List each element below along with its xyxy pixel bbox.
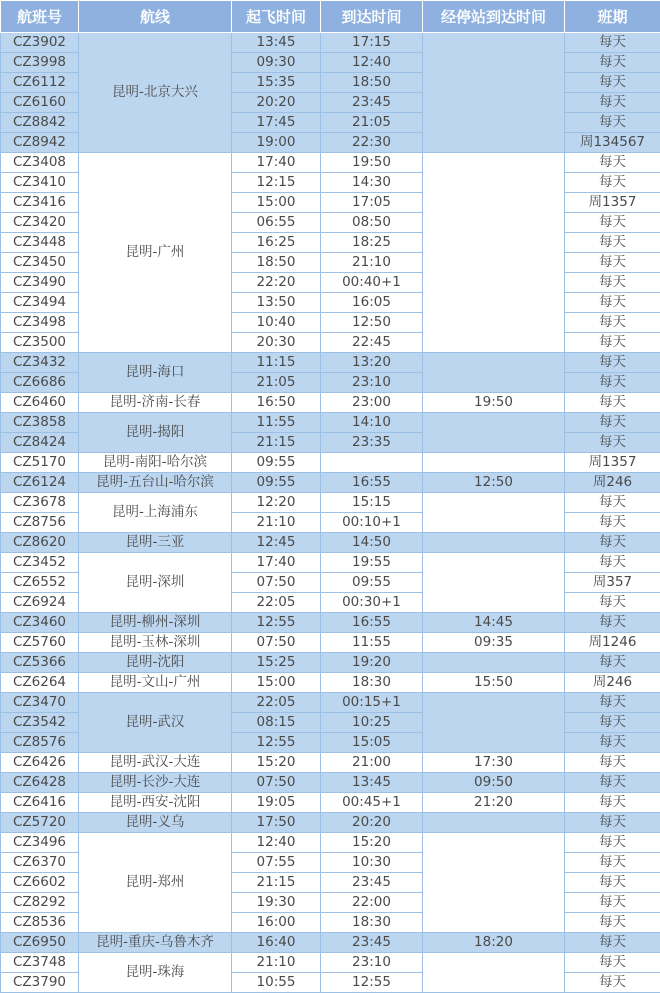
route-cell: 昆明-上海浦东 xyxy=(79,493,232,533)
schedule-days: 每天 xyxy=(565,53,660,73)
schedule-days: 每天 xyxy=(565,913,660,933)
schedule-days: 每天 xyxy=(565,773,660,793)
arrival-time: 08:50 xyxy=(321,213,423,233)
arrival-time: 16:05 xyxy=(321,293,423,313)
flight-number: CZ3496 xyxy=(1,833,79,853)
schedule-days: 每天 xyxy=(565,433,660,453)
arrival-time: 16:55 xyxy=(321,473,423,493)
arrival-time: 23:45 xyxy=(321,93,423,113)
flight-number: CZ3902 xyxy=(1,33,79,53)
flight-number: CZ6924 xyxy=(1,593,79,613)
table-row xyxy=(1,493,660,513)
schedule-days: 周1357 xyxy=(565,193,660,213)
arrival-time: 12:50 xyxy=(321,313,423,333)
departure-time: 19:30 xyxy=(232,893,321,913)
schedule-days: 每天 xyxy=(565,273,660,293)
schedule-days: 每天 xyxy=(565,713,660,733)
stopover-arrival-time xyxy=(423,813,565,833)
stopover-arrival-time xyxy=(423,653,565,673)
flight-number: CZ8942 xyxy=(1,133,79,153)
flight-number: CZ6112 xyxy=(1,73,79,93)
arrival-time: 20:20 xyxy=(321,813,423,833)
schedule-days: 每天 xyxy=(565,213,660,233)
stopover-arrival-time: 14:45 xyxy=(423,613,565,633)
table-row xyxy=(1,813,660,833)
schedule-days: 每天 xyxy=(565,613,660,633)
schedule-days: 每天 xyxy=(565,973,660,993)
flight-number: CZ3678 xyxy=(1,493,79,513)
departure-time: 07:50 xyxy=(232,633,321,653)
flight-number: CZ8292 xyxy=(1,893,79,913)
header-flight-number: 航班号 xyxy=(1,1,79,33)
departure-time: 12:15 xyxy=(232,173,321,193)
arrival-time: 21:10 xyxy=(321,253,423,273)
departure-time: 17:45 xyxy=(232,113,321,133)
flight-number: CZ3470 xyxy=(1,693,79,713)
stopover-arrival-time xyxy=(423,553,565,613)
departure-time: 21:15 xyxy=(232,433,321,453)
arrival-time: 15:15 xyxy=(321,493,423,513)
route-cell: 昆明-三亚 xyxy=(79,533,232,553)
departure-time: 09:30 xyxy=(232,53,321,73)
arrival-time: 23:45 xyxy=(321,933,423,953)
schedule-days: 每天 xyxy=(565,893,660,913)
arrival-time: 22:30 xyxy=(321,133,423,153)
flight-number: CZ6602 xyxy=(1,873,79,893)
table-row xyxy=(1,933,660,953)
flight-number: CZ6416 xyxy=(1,793,79,813)
schedule-days: 周1357 xyxy=(565,453,660,473)
schedule-days: 每天 xyxy=(565,313,660,333)
flight-number: CZ8756 xyxy=(1,513,79,533)
flight-number: CZ8620 xyxy=(1,533,79,553)
departure-time: 17:50 xyxy=(232,813,321,833)
schedule-days: 每天 xyxy=(565,733,660,753)
flight-number: CZ6686 xyxy=(1,373,79,393)
table-row xyxy=(1,413,660,433)
stopover-arrival-time: 21:20 xyxy=(423,793,565,813)
flight-number: CZ3460 xyxy=(1,613,79,633)
arrival-time: 10:25 xyxy=(321,713,423,733)
schedule-days: 每天 xyxy=(565,813,660,833)
departure-time: 16:00 xyxy=(232,913,321,933)
schedule-days: 每天 xyxy=(565,293,660,313)
schedule-days: 每天 xyxy=(565,593,660,613)
table-row xyxy=(1,153,660,173)
flight-number: CZ6264 xyxy=(1,673,79,693)
arrival-time: 14:30 xyxy=(321,173,423,193)
departure-time: 09:55 xyxy=(232,473,321,493)
arrival-time: 14:10 xyxy=(321,413,423,433)
stopover-arrival-time xyxy=(423,153,565,353)
departure-time: 17:40 xyxy=(232,553,321,573)
arrival-time: 14:50 xyxy=(321,533,423,553)
arrival-time: 17:15 xyxy=(321,33,423,53)
arrival-time: 00:10+1 xyxy=(321,513,423,533)
route-cell: 昆明-南阳-哈尔滨 xyxy=(79,453,232,473)
route-cell: 昆明-海口 xyxy=(79,353,232,393)
departure-time: 22:05 xyxy=(232,693,321,713)
route-cell: 昆明-长沙-大连 xyxy=(79,773,232,793)
route-cell: 昆明-文山-广州 xyxy=(79,673,232,693)
arrival-time: 09:55 xyxy=(321,573,423,593)
arrival-time: 21:05 xyxy=(321,113,423,133)
schedule-days: 每天 xyxy=(565,553,660,573)
flight-number: CZ3490 xyxy=(1,273,79,293)
departure-time: 12:45 xyxy=(232,533,321,553)
route-cell: 昆明-柳州-深圳 xyxy=(79,613,232,633)
stopover-arrival-time: 09:50 xyxy=(423,773,565,793)
arrival-time: 00:30+1 xyxy=(321,593,423,613)
flight-number: CZ5760 xyxy=(1,633,79,653)
flight-number: CZ8424 xyxy=(1,433,79,453)
table-row xyxy=(1,753,660,773)
route-cell: 昆明-玉林-深圳 xyxy=(79,633,232,653)
flight-number: CZ3748 xyxy=(1,953,79,973)
route-cell: 昆明-郑州 xyxy=(79,833,232,933)
route-cell: 昆明-武汉-大连 xyxy=(79,753,232,773)
departure-time: 07:55 xyxy=(232,853,321,873)
departure-time: 17:40 xyxy=(232,153,321,173)
departure-time: 13:45 xyxy=(232,33,321,53)
departure-time: 20:20 xyxy=(232,93,321,113)
stopover-arrival-time xyxy=(423,693,565,753)
arrival-time: 18:30 xyxy=(321,913,423,933)
schedule-days: 每天 xyxy=(565,253,660,273)
flight-number: CZ3542 xyxy=(1,713,79,733)
table-row xyxy=(1,33,660,53)
flight-number: CZ6160 xyxy=(1,93,79,113)
flight-number: CZ6370 xyxy=(1,853,79,873)
arrival-time: 23:10 xyxy=(321,373,423,393)
stopover-arrival-time xyxy=(423,493,565,533)
departure-time: 15:00 xyxy=(232,193,321,213)
schedule-days: 每天 xyxy=(565,33,660,53)
table-row xyxy=(1,633,660,653)
schedule-days: 每天 xyxy=(565,93,660,113)
departure-time: 11:15 xyxy=(232,353,321,373)
departure-time: 09:55 xyxy=(232,453,321,473)
schedule-days: 每天 xyxy=(565,853,660,873)
table-row xyxy=(1,393,660,413)
stopover-arrival-time xyxy=(423,833,565,933)
schedule-days: 每天 xyxy=(565,393,660,413)
stopover-arrival-time xyxy=(423,353,565,393)
schedule-days: 每天 xyxy=(565,693,660,713)
arrival-time: 23:45 xyxy=(321,873,423,893)
flight-number: CZ6426 xyxy=(1,753,79,773)
schedule-days: 每天 xyxy=(565,793,660,813)
flight-number: CZ3448 xyxy=(1,233,79,253)
arrival-time: 00:45+1 xyxy=(321,793,423,813)
header-row xyxy=(1,1,660,33)
flight-number: CZ8576 xyxy=(1,733,79,753)
table-row xyxy=(1,773,660,793)
arrival-time: 11:55 xyxy=(321,633,423,653)
schedule-days: 周134567 xyxy=(565,133,660,153)
arrival-time: 13:20 xyxy=(321,353,423,373)
departure-time: 21:10 xyxy=(232,513,321,533)
table-row xyxy=(1,953,660,973)
flight-number: CZ3410 xyxy=(1,173,79,193)
departure-time: 21:15 xyxy=(232,873,321,893)
departure-time: 15:35 xyxy=(232,73,321,93)
arrival-time: 00:15+1 xyxy=(321,693,423,713)
departure-time: 15:20 xyxy=(232,753,321,773)
flight-number: CZ3450 xyxy=(1,253,79,273)
flight-number: CZ6460 xyxy=(1,393,79,413)
departure-time: 15:00 xyxy=(232,673,321,693)
table-row xyxy=(1,793,660,813)
departure-time: 20:30 xyxy=(232,333,321,353)
departure-time: 08:15 xyxy=(232,713,321,733)
departure-time: 22:20 xyxy=(232,273,321,293)
arrival-time: 19:20 xyxy=(321,653,423,673)
flight-number: CZ3500 xyxy=(1,333,79,353)
schedule-days: 每天 xyxy=(565,73,660,93)
arrival-time: 12:40 xyxy=(321,53,423,73)
schedule-days: 每天 xyxy=(565,653,660,673)
table-row xyxy=(1,833,660,853)
table-row xyxy=(1,673,660,693)
flight-number: CZ3790 xyxy=(1,973,79,993)
departure-time: 22:05 xyxy=(232,593,321,613)
arrival-time: 16:55 xyxy=(321,613,423,633)
flight-number: CZ3494 xyxy=(1,293,79,313)
header-arrival-time: 到达时间 xyxy=(321,1,423,33)
header-stopover-arrival-time: 经停站到达时间 xyxy=(423,1,565,33)
route-cell: 昆明-揭阳 xyxy=(79,413,232,453)
schedule-days: 每天 xyxy=(565,513,660,533)
arrival-time: 23:00 xyxy=(321,393,423,413)
arrival-time: 18:30 xyxy=(321,673,423,693)
schedule-days: 每天 xyxy=(565,953,660,973)
schedule-days: 每天 xyxy=(565,113,660,133)
departure-time: 16:25 xyxy=(232,233,321,253)
flight-number: CZ5170 xyxy=(1,453,79,473)
arrival-time: 18:50 xyxy=(321,73,423,93)
arrival-time: 22:45 xyxy=(321,333,423,353)
arrival-time: 12:55 xyxy=(321,973,423,993)
arrival-time: 22:00 xyxy=(321,893,423,913)
departure-time: 16:50 xyxy=(232,393,321,413)
header-schedule-days: 班期 xyxy=(565,1,660,33)
route-cell: 昆明-武汉 xyxy=(79,693,232,753)
stopover-arrival-time xyxy=(423,453,565,473)
flight-number: CZ3452 xyxy=(1,553,79,573)
stopover-arrival-time xyxy=(423,33,565,153)
flight-number: CZ3858 xyxy=(1,413,79,433)
flight-number: CZ3420 xyxy=(1,213,79,233)
stopover-arrival-time: 17:30 xyxy=(423,753,565,773)
arrival-time xyxy=(321,453,423,473)
departure-time: 10:55 xyxy=(232,973,321,993)
departure-time: 11:55 xyxy=(232,413,321,433)
route-cell: 昆明-义乌 xyxy=(79,813,232,833)
departure-time: 12:40 xyxy=(232,833,321,853)
table-row xyxy=(1,533,660,553)
flight-number: CZ3998 xyxy=(1,53,79,73)
table-row xyxy=(1,553,660,573)
arrival-time: 13:45 xyxy=(321,773,423,793)
departure-time: 16:40 xyxy=(232,933,321,953)
route-cell: 昆明-深圳 xyxy=(79,553,232,613)
departure-time: 07:50 xyxy=(232,773,321,793)
flight-number: CZ8536 xyxy=(1,913,79,933)
header-route: 航线 xyxy=(79,1,232,33)
schedule-days: 每天 xyxy=(565,153,660,173)
schedule-days: 每天 xyxy=(565,873,660,893)
stopover-arrival-time: 09:35 xyxy=(423,633,565,653)
schedule-days: 每天 xyxy=(565,493,660,513)
departure-time: 19:05 xyxy=(232,793,321,813)
departure-time: 18:50 xyxy=(232,253,321,273)
table-row xyxy=(1,453,660,473)
schedule-days: 周1246 xyxy=(565,633,660,653)
stopover-arrival-time: 18:20 xyxy=(423,933,565,953)
schedule-days: 每天 xyxy=(565,413,660,433)
schedule-days: 每天 xyxy=(565,333,660,353)
flight-number: CZ6124 xyxy=(1,473,79,493)
arrival-time: 21:00 xyxy=(321,753,423,773)
route-cell: 昆明-北京大兴 xyxy=(79,33,232,153)
departure-time: 12:20 xyxy=(232,493,321,513)
schedule-days: 周357 xyxy=(565,573,660,593)
schedule-days: 每天 xyxy=(565,753,660,773)
departure-time: 21:05 xyxy=(232,373,321,393)
arrival-time: 15:05 xyxy=(321,733,423,753)
schedule-body xyxy=(1,33,660,993)
departure-time: 12:55 xyxy=(232,733,321,753)
departure-time: 15:25 xyxy=(232,653,321,673)
stopover-arrival-time xyxy=(423,953,565,993)
departure-time: 12:55 xyxy=(232,613,321,633)
route-cell: 昆明-西安-沈阳 xyxy=(79,793,232,813)
route-cell: 昆明-沈阳 xyxy=(79,653,232,673)
flight-number: CZ8842 xyxy=(1,113,79,133)
flight-number: CZ6950 xyxy=(1,933,79,953)
arrival-time: 19:55 xyxy=(321,553,423,573)
departure-time: 10:40 xyxy=(232,313,321,333)
stopover-arrival-time xyxy=(423,533,565,553)
stopover-arrival-time: 19:50 xyxy=(423,393,565,413)
flight-number: CZ3432 xyxy=(1,353,79,373)
departure-time: 06:55 xyxy=(232,213,321,233)
departure-time: 13:50 xyxy=(232,293,321,313)
route-cell: 昆明-珠海 xyxy=(79,953,232,993)
arrival-time: 23:10 xyxy=(321,953,423,973)
table-row xyxy=(1,473,660,493)
arrival-time: 19:50 xyxy=(321,153,423,173)
route-cell: 昆明-重庆-乌鲁木齐 xyxy=(79,933,232,953)
flight-number: CZ5366 xyxy=(1,653,79,673)
flight-number: CZ3408 xyxy=(1,153,79,173)
schedule-days: 每天 xyxy=(565,353,660,373)
schedule-days: 周246 xyxy=(565,673,660,693)
route-cell: 昆明-济南-长春 xyxy=(79,393,232,413)
departure-time: 07:50 xyxy=(232,573,321,593)
schedule-days: 每天 xyxy=(565,233,660,253)
schedule-days: 每天 xyxy=(565,173,660,193)
arrival-time: 18:25 xyxy=(321,233,423,253)
table-row xyxy=(1,653,660,673)
flight-number: CZ5720 xyxy=(1,813,79,833)
arrival-time: 00:40+1 xyxy=(321,273,423,293)
schedule-days: 每天 xyxy=(565,833,660,853)
route-cell: 昆明-五台山-哈尔滨 xyxy=(79,473,232,493)
schedule-days: 周246 xyxy=(565,473,660,493)
arrival-time: 15:20 xyxy=(321,833,423,853)
table-row xyxy=(1,613,660,633)
stopover-arrival-time: 15:50 xyxy=(423,673,565,693)
schedule-days: 每天 xyxy=(565,373,660,393)
schedule-days: 每天 xyxy=(565,533,660,553)
flight-number: CZ3498 xyxy=(1,313,79,333)
stopover-arrival-time: 12:50 xyxy=(423,473,565,493)
flight-number: CZ6552 xyxy=(1,573,79,593)
table-row xyxy=(1,693,660,713)
arrival-time: 10:30 xyxy=(321,853,423,873)
header-departure-time: 起飞时间 xyxy=(232,1,321,33)
departure-time: 19:00 xyxy=(232,133,321,153)
schedule-days: 每天 xyxy=(565,933,660,953)
flight-number: CZ6428 xyxy=(1,773,79,793)
arrival-time: 17:05 xyxy=(321,193,423,213)
flight-number: CZ3416 xyxy=(1,193,79,213)
table-row xyxy=(1,353,660,373)
departure-time: 21:10 xyxy=(232,953,321,973)
arrival-time: 23:35 xyxy=(321,433,423,453)
stopover-arrival-time xyxy=(423,413,565,453)
route-cell: 昆明-广州 xyxy=(79,153,232,353)
